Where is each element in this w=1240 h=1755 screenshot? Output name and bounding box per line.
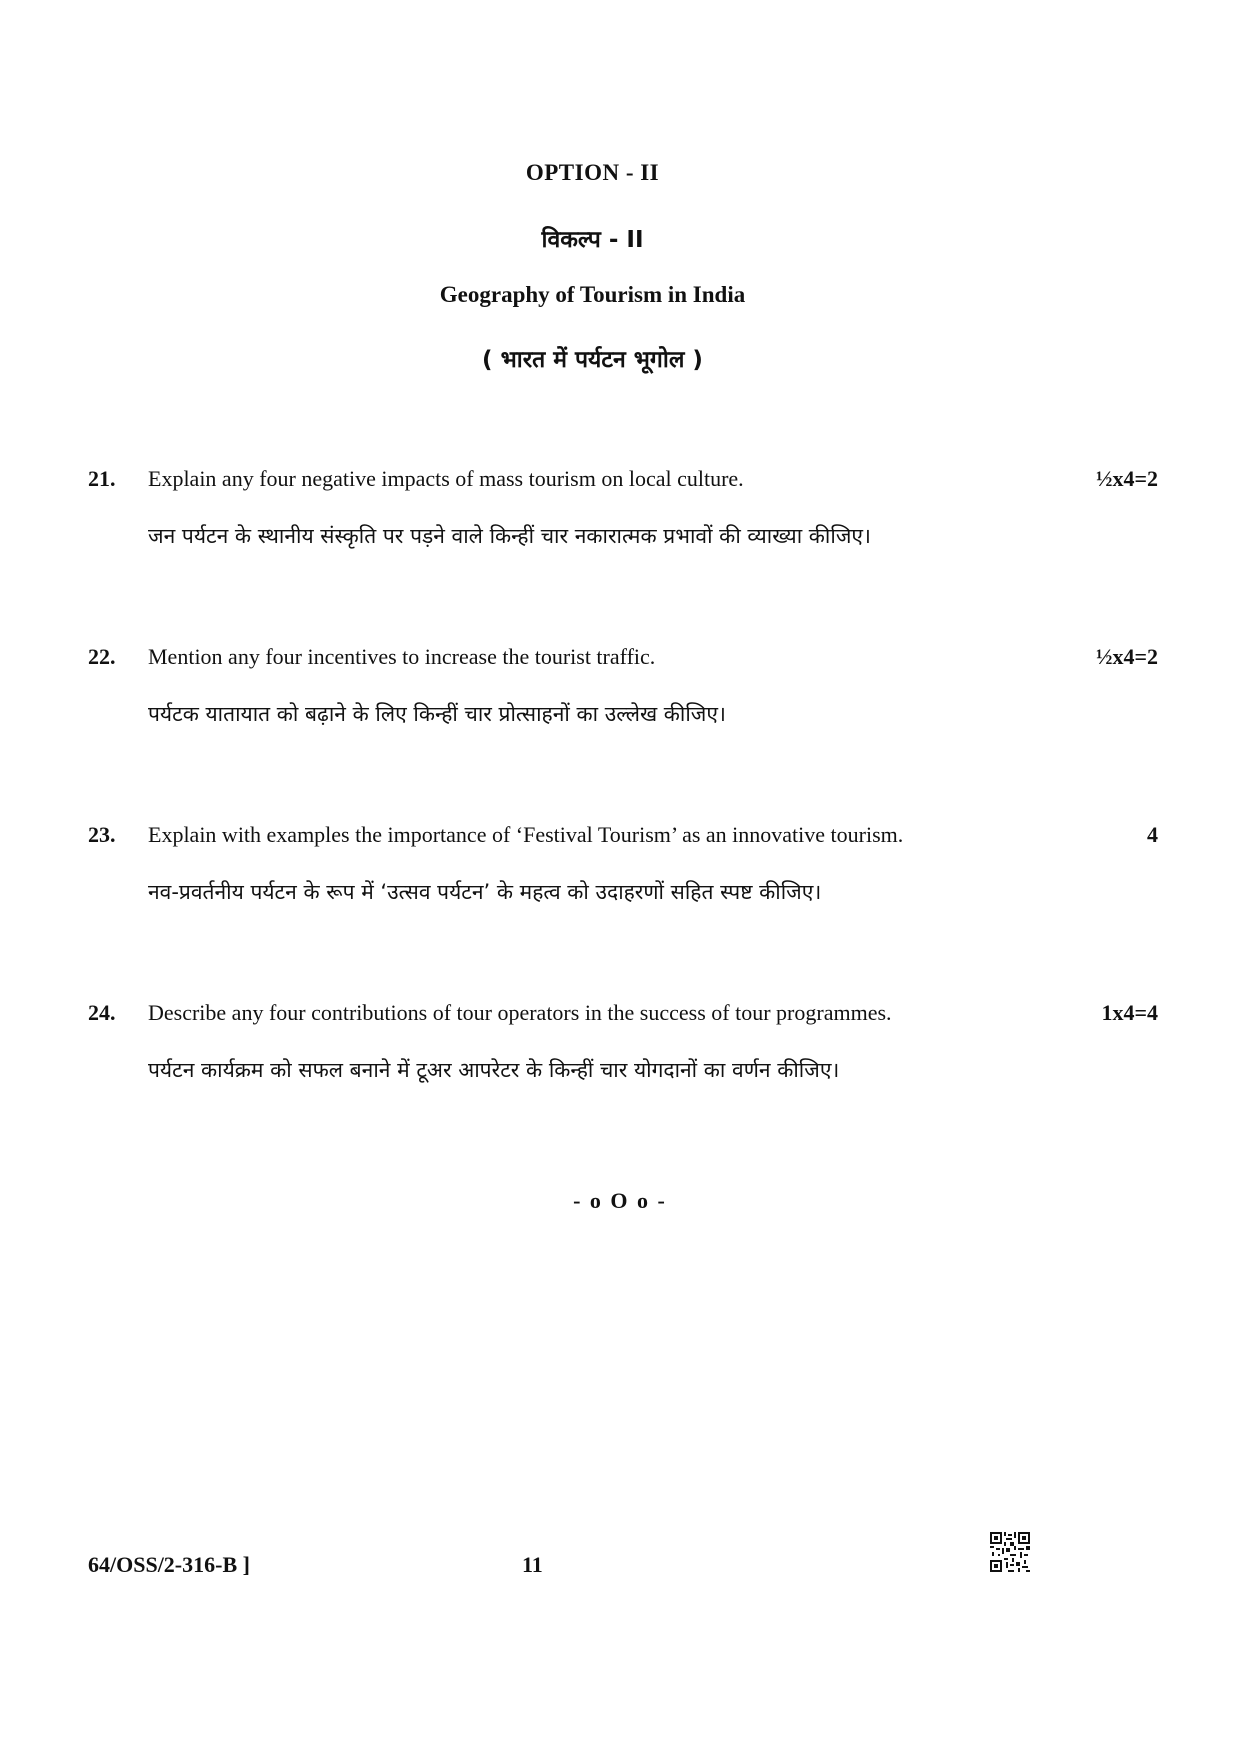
question-marks: 4 [1147, 822, 1158, 847]
option-heading-hindi: विकल्प - II [541, 227, 644, 253]
option-heading: OPTION - II [525, 160, 660, 185]
paper-code: 64/OSS/2-316-B ] [88, 1552, 250, 1577]
question-text-hindi: नव-प्रवर्तनीय पर्यटन के रूप में ‘उत्सव पर्यटन’ के महत्व को उदाहरणों सहित स्पष्ट कीजिए। [148, 880, 822, 904]
qr-code-icon [990, 1532, 1030, 1572]
question-text-hindi: जन पर्यटन के स्थानीय संस्कृति पर पड़ने वाले किन्हीं चार नकारात्मक प्रभावों की व्याख्या कीजिए। [148, 524, 871, 548]
end-of-paper-mark: - o O o - [573, 1188, 667, 1213]
question-number: 22. [88, 644, 116, 669]
question-number: 24. [88, 1000, 116, 1025]
question-number: 23. [88, 822, 116, 847]
question-text-english: Mention any four incentives to increase the tourist traffic. [148, 644, 656, 669]
question-text-hindi: पर्यटन कार्यक्रम को सफल बनाने में टूअर आपरेटर के किन्हीं चार योगदानों का वर्णन कीजिए। [148, 1058, 840, 1082]
question-number: 21. [88, 466, 116, 491]
page-number: 11 [522, 1552, 543, 1577]
subject-title: Geography of Tourism in India [439, 282, 746, 307]
question-text-english: Describe any four contributions of tour operators in the success of tour programmes. [148, 1000, 892, 1025]
question-text-english: Explain any four negative impacts of mass tourism on local culture. [148, 466, 744, 491]
question-text-hindi: पर्यटक यातायात को बढ़ाने के लिए किन्हीं चार प्रोत्साहनों का उल्लेख कीजिए। [148, 702, 726, 726]
question-text-english: Explain with examples the importance of ‘Festival Tourism’ as an innovative tourism. [148, 822, 904, 847]
subject-title-hindi: ( भारत में पर्यटन भूगोल ) [482, 347, 703, 373]
question-marks: 1x4=4 [1101, 1000, 1158, 1025]
question-marks: ½x4=2 [1095, 466, 1158, 491]
question-marks: ½x4=2 [1095, 644, 1158, 669]
